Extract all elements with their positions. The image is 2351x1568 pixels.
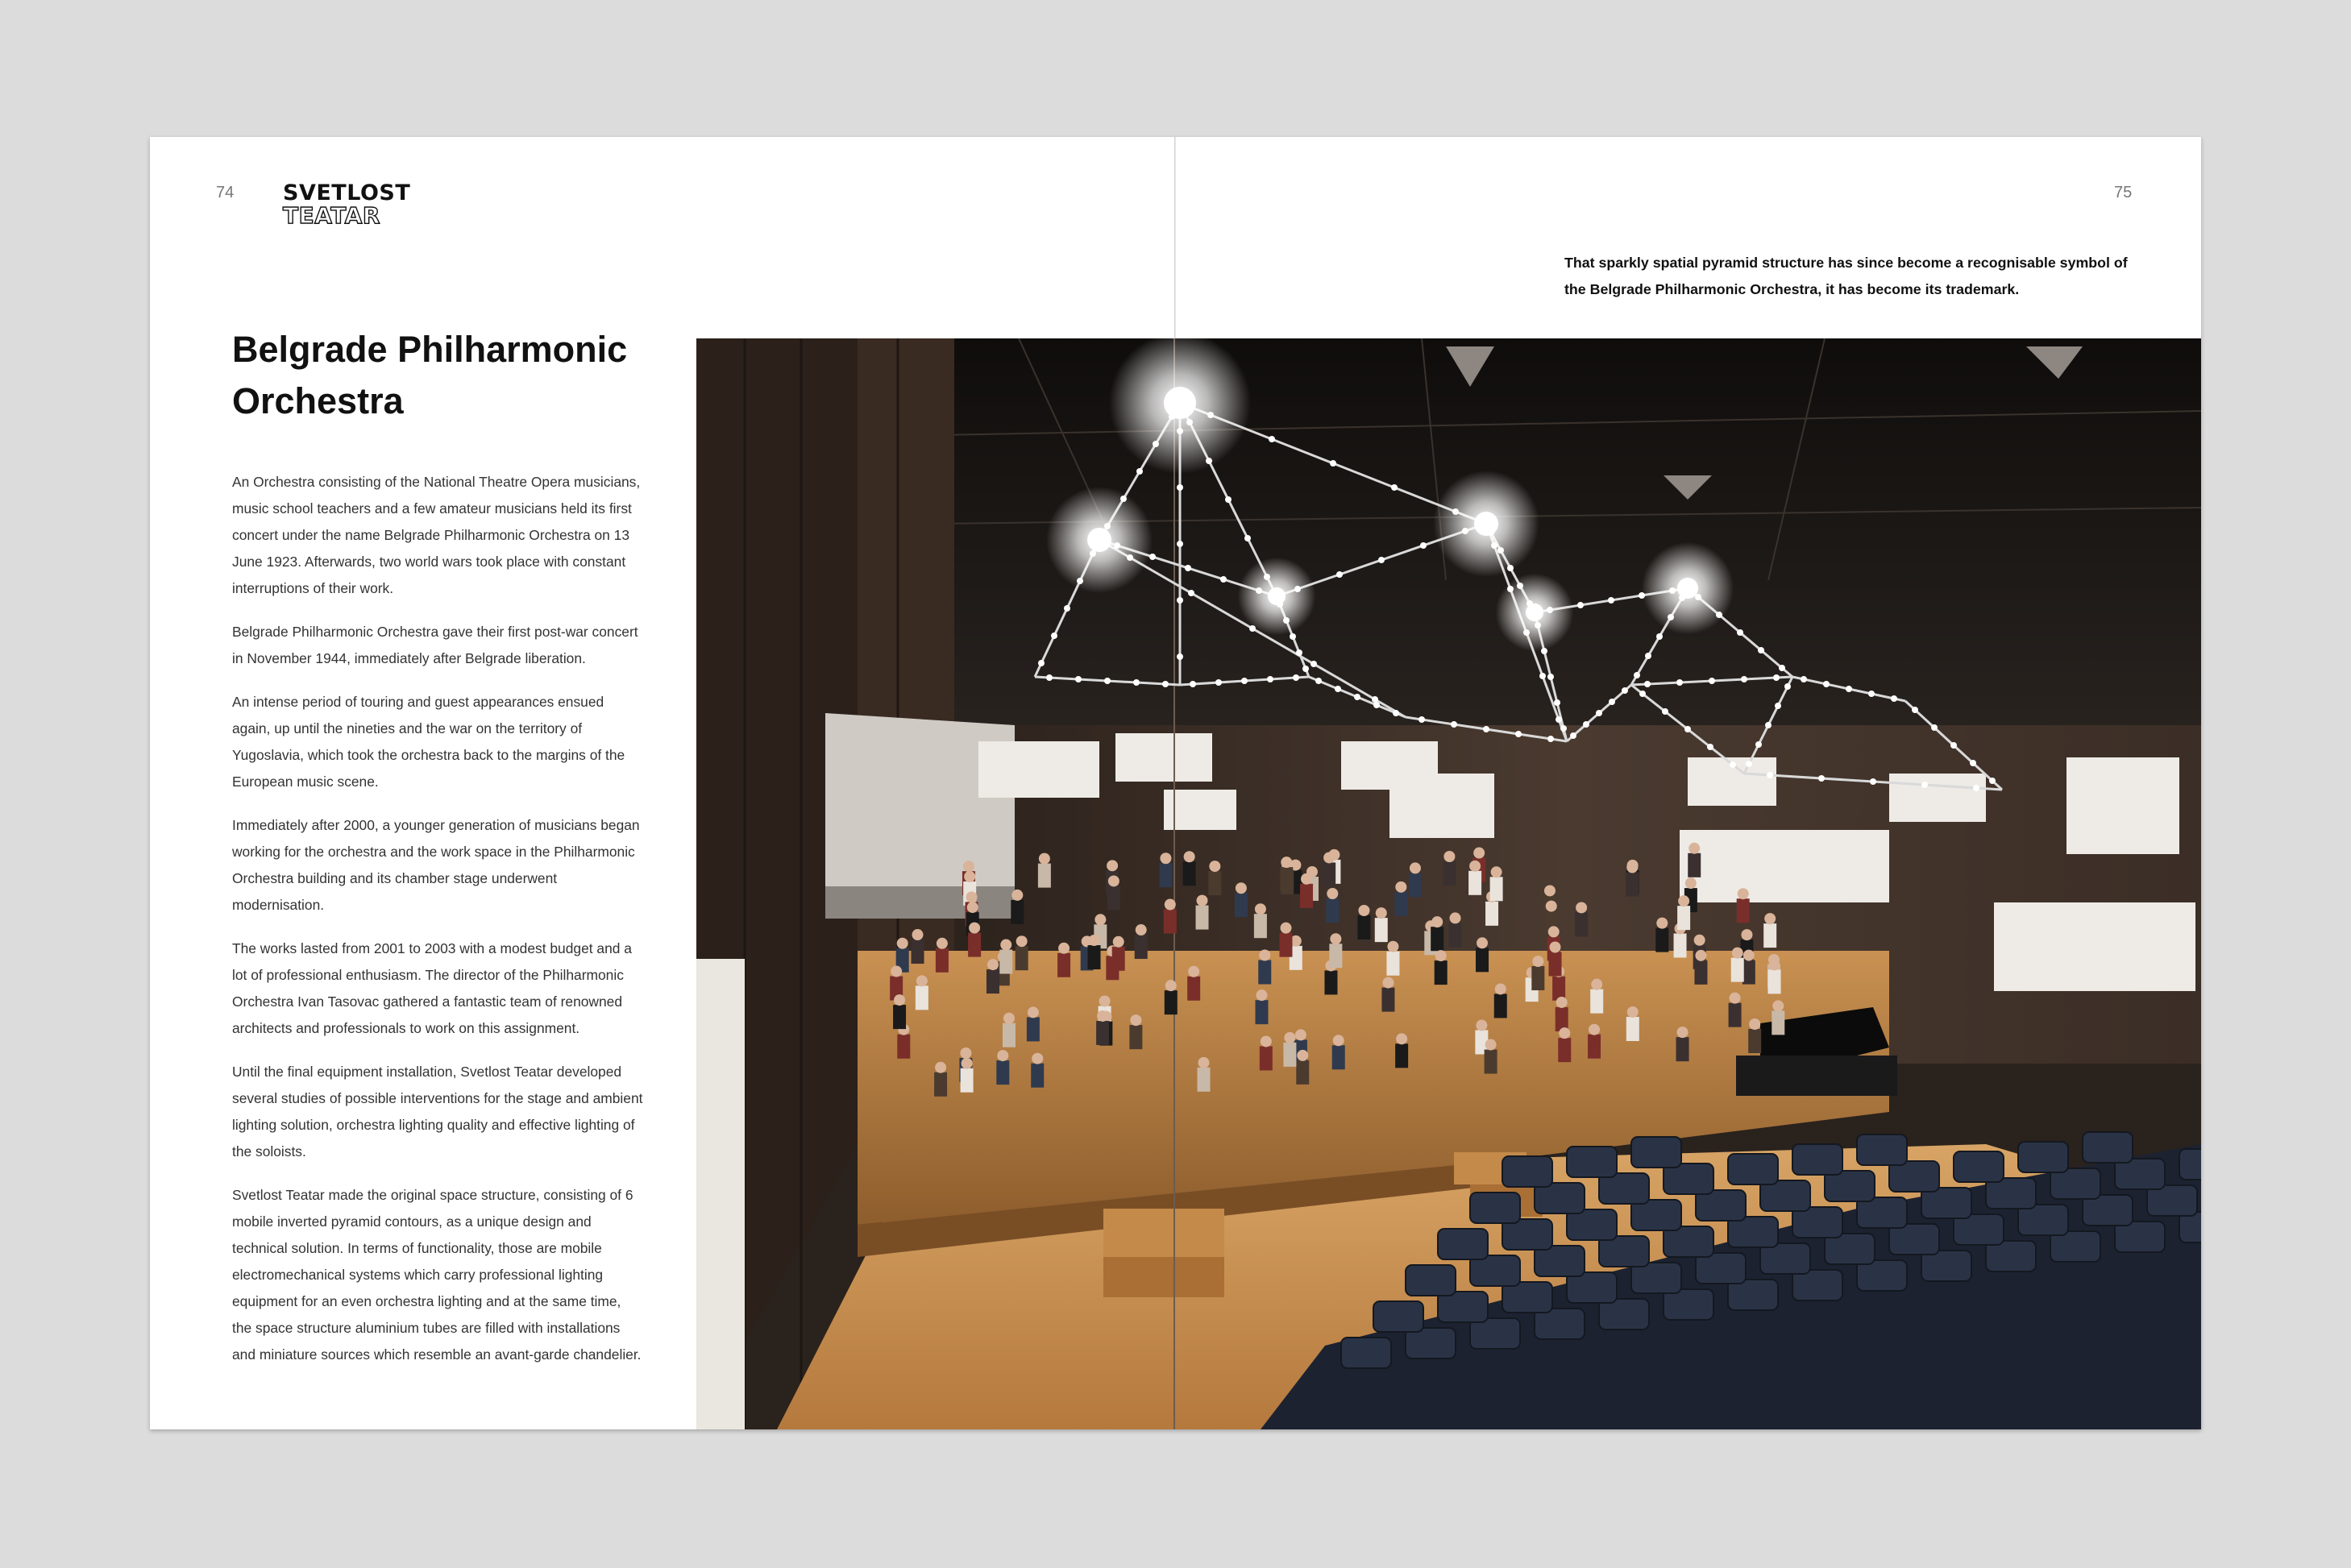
paragraph-6: Until the final equipment installation, Svetlost Teatar developed several studies of possible interventions for the stage and ambient lighting solution, orchestra lighting quality and effective lighting of the soloists. bbox=[232, 1064, 643, 1159]
paragraph-1: An Orchestra consisting of the National Theatre Opera musicians, music school teachers and a few amateur musicians held its first concert under the name Belgrade Philharmonic Orchestra on 13 June 1923. Afterwards, two world wars took place with constant interruptions of their work. bbox=[232, 474, 641, 596]
photo-caption: That sparkly spatial pyramid structure has since become a recognisable symbol of the Belgrade Philharmonic Orchestra, it has become its trademark. bbox=[1564, 255, 2128, 297]
left-page-number: 74 bbox=[216, 184, 235, 201]
paragraph-3: An intense period of touring and guest appearances ensued again, up until the nineties and the war on the territory of Yugoslavia, which took the orchestra back to the margins of the European music scene. bbox=[232, 694, 625, 790]
svetlost-teatar-logo bbox=[283, 182, 412, 227]
logo-line-2: TEATAR bbox=[283, 202, 380, 229]
paragraph-4: Immediately after 2000, a younger generation of musicians began working for the orchestra and the work space in the Philharmonic Orchestra building and its chamber stage underwent modernisation. bbox=[232, 817, 640, 913]
article-title: Belgrade Philharmonic Orchestra bbox=[232, 329, 628, 421]
concert-hall-photo bbox=[696, 338, 2201, 1429]
paragraph-5: The works lasted from 2001 to 2003 with a modest budget and a lot of professional enthusiasm. The director of the Philharmonic Orchestra Ivan Tasovac gathered a fantastic team of renowned architects and professionals to work on this assignment. bbox=[232, 940, 632, 1036]
article-body bbox=[232, 469, 643, 1385]
logo-line-1: SVETLOST bbox=[283, 180, 411, 205]
paragraph-2: Belgrade Philharmonic Orchestra gave their first post-war concert in November 1944, immediately after Belgrade liberation. bbox=[232, 624, 638, 666]
magazine-spread bbox=[150, 137, 2201, 1429]
right-page-number: 75 bbox=[2114, 184, 2133, 201]
paragraph-7: Svetlost Teatar made the original space structure, consisting of 6 mobile inverted pyramid contours, as a unique design and technical solution. In terms of functionality, those are mobile electromechanical systems which carry professional lighting equipment for an even orchestra lighting and at the same time, the space structure aluminium tubes are filled with installations and miniature sources which resemble an avant-garde chandelier. bbox=[232, 1187, 642, 1363]
